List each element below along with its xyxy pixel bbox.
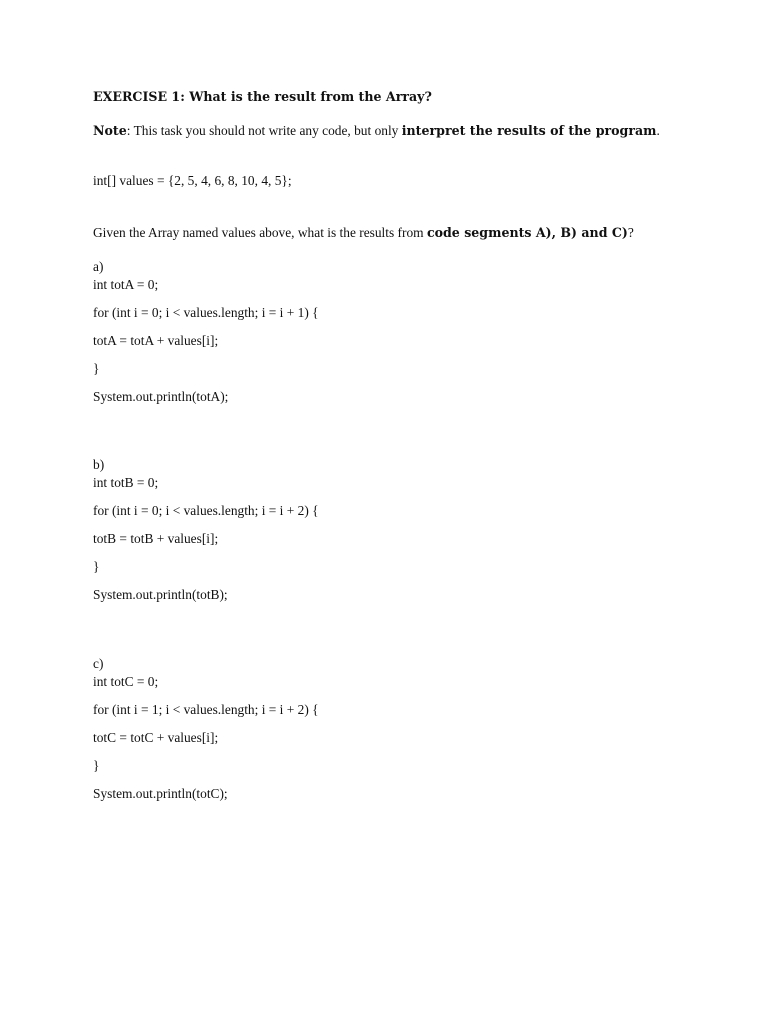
segment-c-loop: for (int i = 1; i < values.length; i = i + 2) { xyxy=(93,702,319,717)
segment-b-print: System.out.println(totB); xyxy=(93,587,228,602)
segment-b-label: b) xyxy=(93,457,105,472)
segment-b-loop: for (int i = 0; i < values.length; i = i + 2) { xyxy=(93,503,319,518)
segment-a-init: int totA = 0; xyxy=(93,277,159,292)
segment-c-label: c) xyxy=(93,656,104,671)
exercise-title: EXERCISE 1: What is the result from the Array? xyxy=(93,89,432,104)
array-declaration: int[] values = {2, 5, 4, 6, 8, 10, 4, 5}; xyxy=(93,173,292,188)
segment-a-body: totA = totA + values[i]; xyxy=(93,333,219,348)
segment-a-label: a) xyxy=(93,259,104,274)
question-emphasis: code segments A), B) and C) xyxy=(426,225,628,240)
question-mark: ? xyxy=(627,225,634,240)
segment-b-body: totB = totB + values[i]; xyxy=(93,531,219,546)
segment-a-loop: for (int i = 0; i < values.length; i = i + 1) { xyxy=(93,305,319,320)
segment-a-print: System.out.println(totA); xyxy=(93,389,229,404)
question-text: Given the Array named values above, what is the results from xyxy=(93,225,427,240)
note-emphasis: interpret the results of the program xyxy=(401,123,657,138)
question-paragraph xyxy=(93,224,634,241)
segment-c-init: int totC = 0; xyxy=(93,674,159,689)
note-period: . xyxy=(656,123,660,138)
segment-c-print: System.out.println(totC); xyxy=(93,786,228,801)
note-paragraph xyxy=(93,122,676,139)
segment-c-body: totC = totC + values[i]; xyxy=(93,730,219,745)
note-label: Note xyxy=(93,123,127,138)
note-text: : This task you should not write any code, but only xyxy=(126,123,402,138)
segment-b-close: } xyxy=(93,559,100,574)
segment-b-init: int totB = 0; xyxy=(93,475,159,490)
segment-c-close: } xyxy=(93,758,100,773)
segment-a-close: } xyxy=(93,361,100,376)
